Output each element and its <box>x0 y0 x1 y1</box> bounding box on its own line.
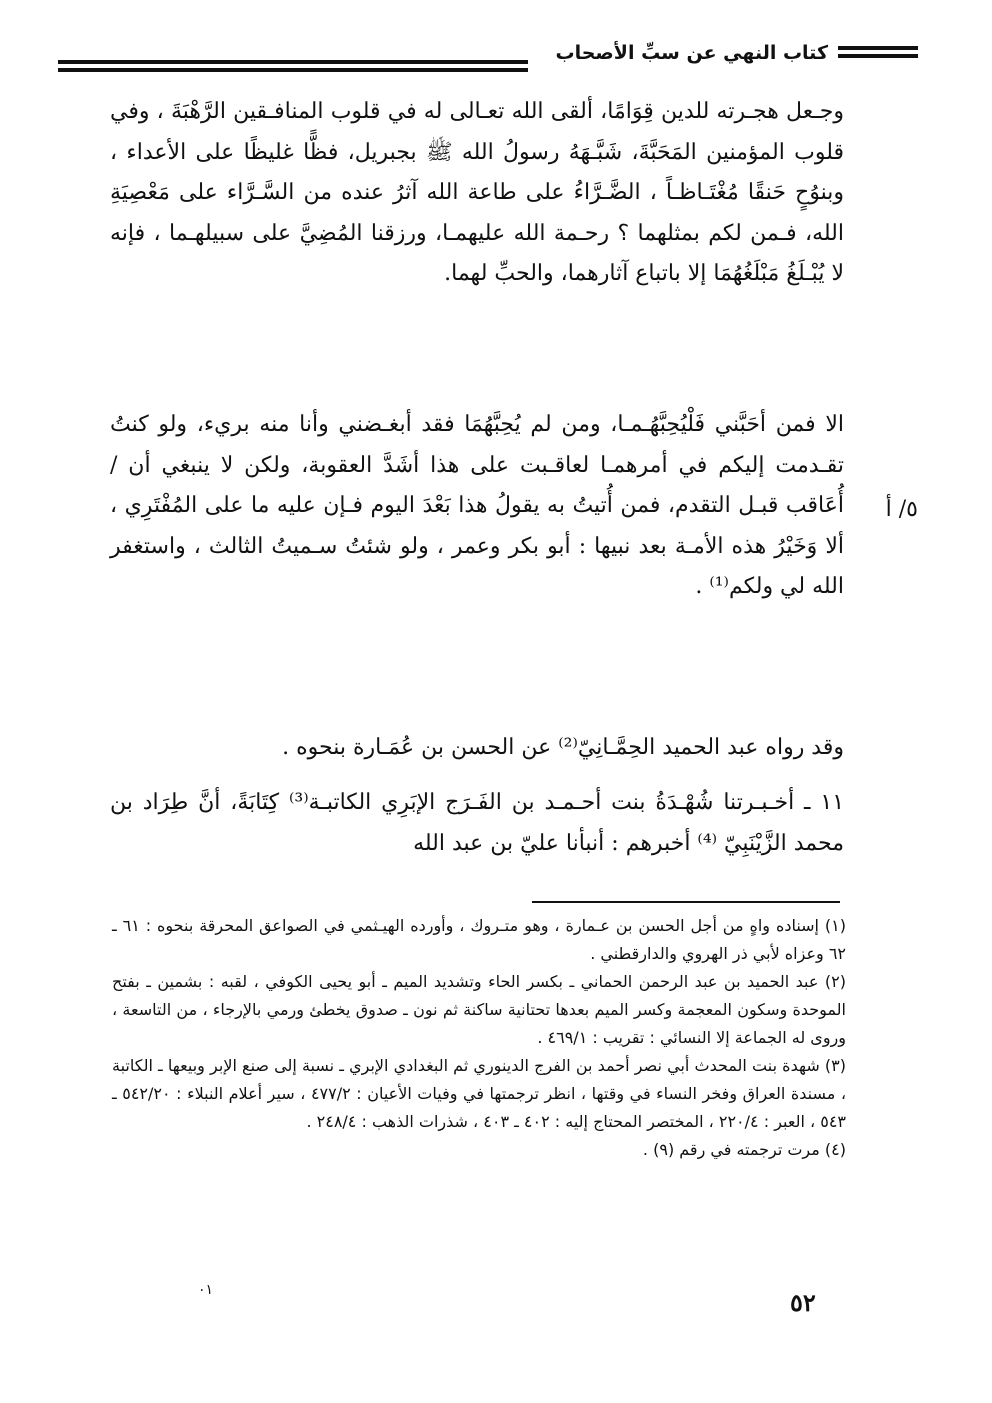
page-number: ٥٢ <box>790 1288 816 1317</box>
footnote-1: (١) إسناده واهٍ من أجل الحسن بن عـمارة ، وهو متـروك ، وأورده الهيـثمي في الصواعق المحرقة بنحوه : ٦١ ـ ٦٢ وعزاه لأبي ذر الهروي والدارقطني . <box>112 916 846 963</box>
body-paragraph-2 <box>110 405 844 608</box>
running-header <box>58 38 918 78</box>
paragraph-text: وجـعل هجـرته للدين قِوَامًا، ألقى الله تعـالى له في قلوب المنافـقين الرَّهْبَةَ ، وفي قلوب المؤمنين المَحَبَّةَ، شَبَّـهَهُ رسولُ الله ﷺ بجبريل، فظًّا غليظًا على الأعداء ، وبنوُحٍ حَنقًا مُغْتَـاظـاً ، الضَّـرَّاءُ على طاعة الله آثرُ عنده من السَّـرَّاء على مَعْصِيَةِ الله، فـمن لكم بمثلهما ؟ رحـمة الله عليهمـا، ورزقنا المُضِيَّ على سبيلهـما ، فإنه لا يُبْـلَغُ مَبْلَغُهُمَا إلا باتباع آثارهما، والحبِّ لهما. <box>110 99 844 286</box>
footnote-3: (٣) شهدة بنت المحدث أبي نصر أحمد بن الفرج الدينوري ثم البغدادي الإبري ـ نسبة إلى صنع الإبر وبيعها ـ الكاتبة ، مسندة العراق وفخر النساء في وقتها ، انظر ترجمتها في وفيات الأعيان : ٤٧٧/٢ ، سير أعلام النبلاء : ٥٤٢/٢٠ ـ ٥٤٣ ، العبر : ٢٢٠/٤ ، المختصر المحتاج إليه : ٤٠٢ ـ ٤٠٣ ، شذرات الذهب : ٢٤٨/٤ . <box>112 1056 847 1131</box>
body-paragraph-4 <box>110 783 844 864</box>
body-paragraph-3 <box>110 728 844 769</box>
manuscript-folio-marker: ٥/ أ <box>885 497 918 522</box>
footnotes <box>112 912 846 1164</box>
paragraph-text: الا فمن أحَبَّني فَلْيُحِبَّهُـمـا، ومن لم يُحِبَّهُمَا فقد أبغـضني وأنا منه بريء، ولو كنتُ تقـدمت إليكم في أمرهمـا لعاقـبت على هذا أشَدَّ العقوبة، ولكن لا ينبغي أن / أُعَاقب قبـل التقدم، فمن أُتيتُ به يقولُ هذا بَعْدَ اليوم فـإن عليه ما على المُفْتَرِي ، ألا وَخَيْرُ هذه الأمـة بعد نبيها : أبو بكر وعمر ، ولو شئتُ سـميتُ الثالث ، واستغفر الله لي ولكم⁽¹⁾ . <box>110 412 844 599</box>
paragraph-text: وقد رواه عبد الحميد الحِمَّـانِيّ⁽²⁾ عن الحسن بن عُمَـارة بنحوه . <box>282 735 844 760</box>
stray-mark: ٠١ <box>198 1282 214 1298</box>
header-rule <box>838 46 918 50</box>
footnote-2: (٢) عبد الحميد بن عبد الرحمن الحماني ـ بكسر الحاء وتشديد الميم ـ أبو يحيى الكوفي ، لقبه : بشمين ـ بفتح الموحدة وسكون المعجمة وكسر الميم بعدها تحتانية ساكنة ثم نون ـ صدوق يخطئ ورمي بالإرجاء ، من التاسعة ، وروى له الجماعة إلا النسائي : تقريب : ٤٦٩/١ . <box>112 972 846 1047</box>
header-rule <box>838 54 918 58</box>
footnote-separator <box>532 901 840 903</box>
body-paragraph-1 <box>110 92 844 295</box>
paragraph-text: ١١ ـ أخـبـرتنا شُهْـدَةُ بنت أحـمـد بن الفَـرَج الإبَرِي الكاتبـة⁽³⁾ كِتَابَةً، أنَّ طِرَاد بن محمد الزَّيْنَبِيّ ⁽⁴⁾ أخبرهم : أنبأنا عليّ بن عبد الله <box>110 790 845 856</box>
book-title: كتاب النهي عن سبِّ الأصحاب <box>555 42 828 64</box>
footnote-4: (٤) مرت ترجمته في رقم (٩) . <box>642 1140 846 1159</box>
header-rule <box>58 60 528 64</box>
header-rule <box>58 68 528 72</box>
